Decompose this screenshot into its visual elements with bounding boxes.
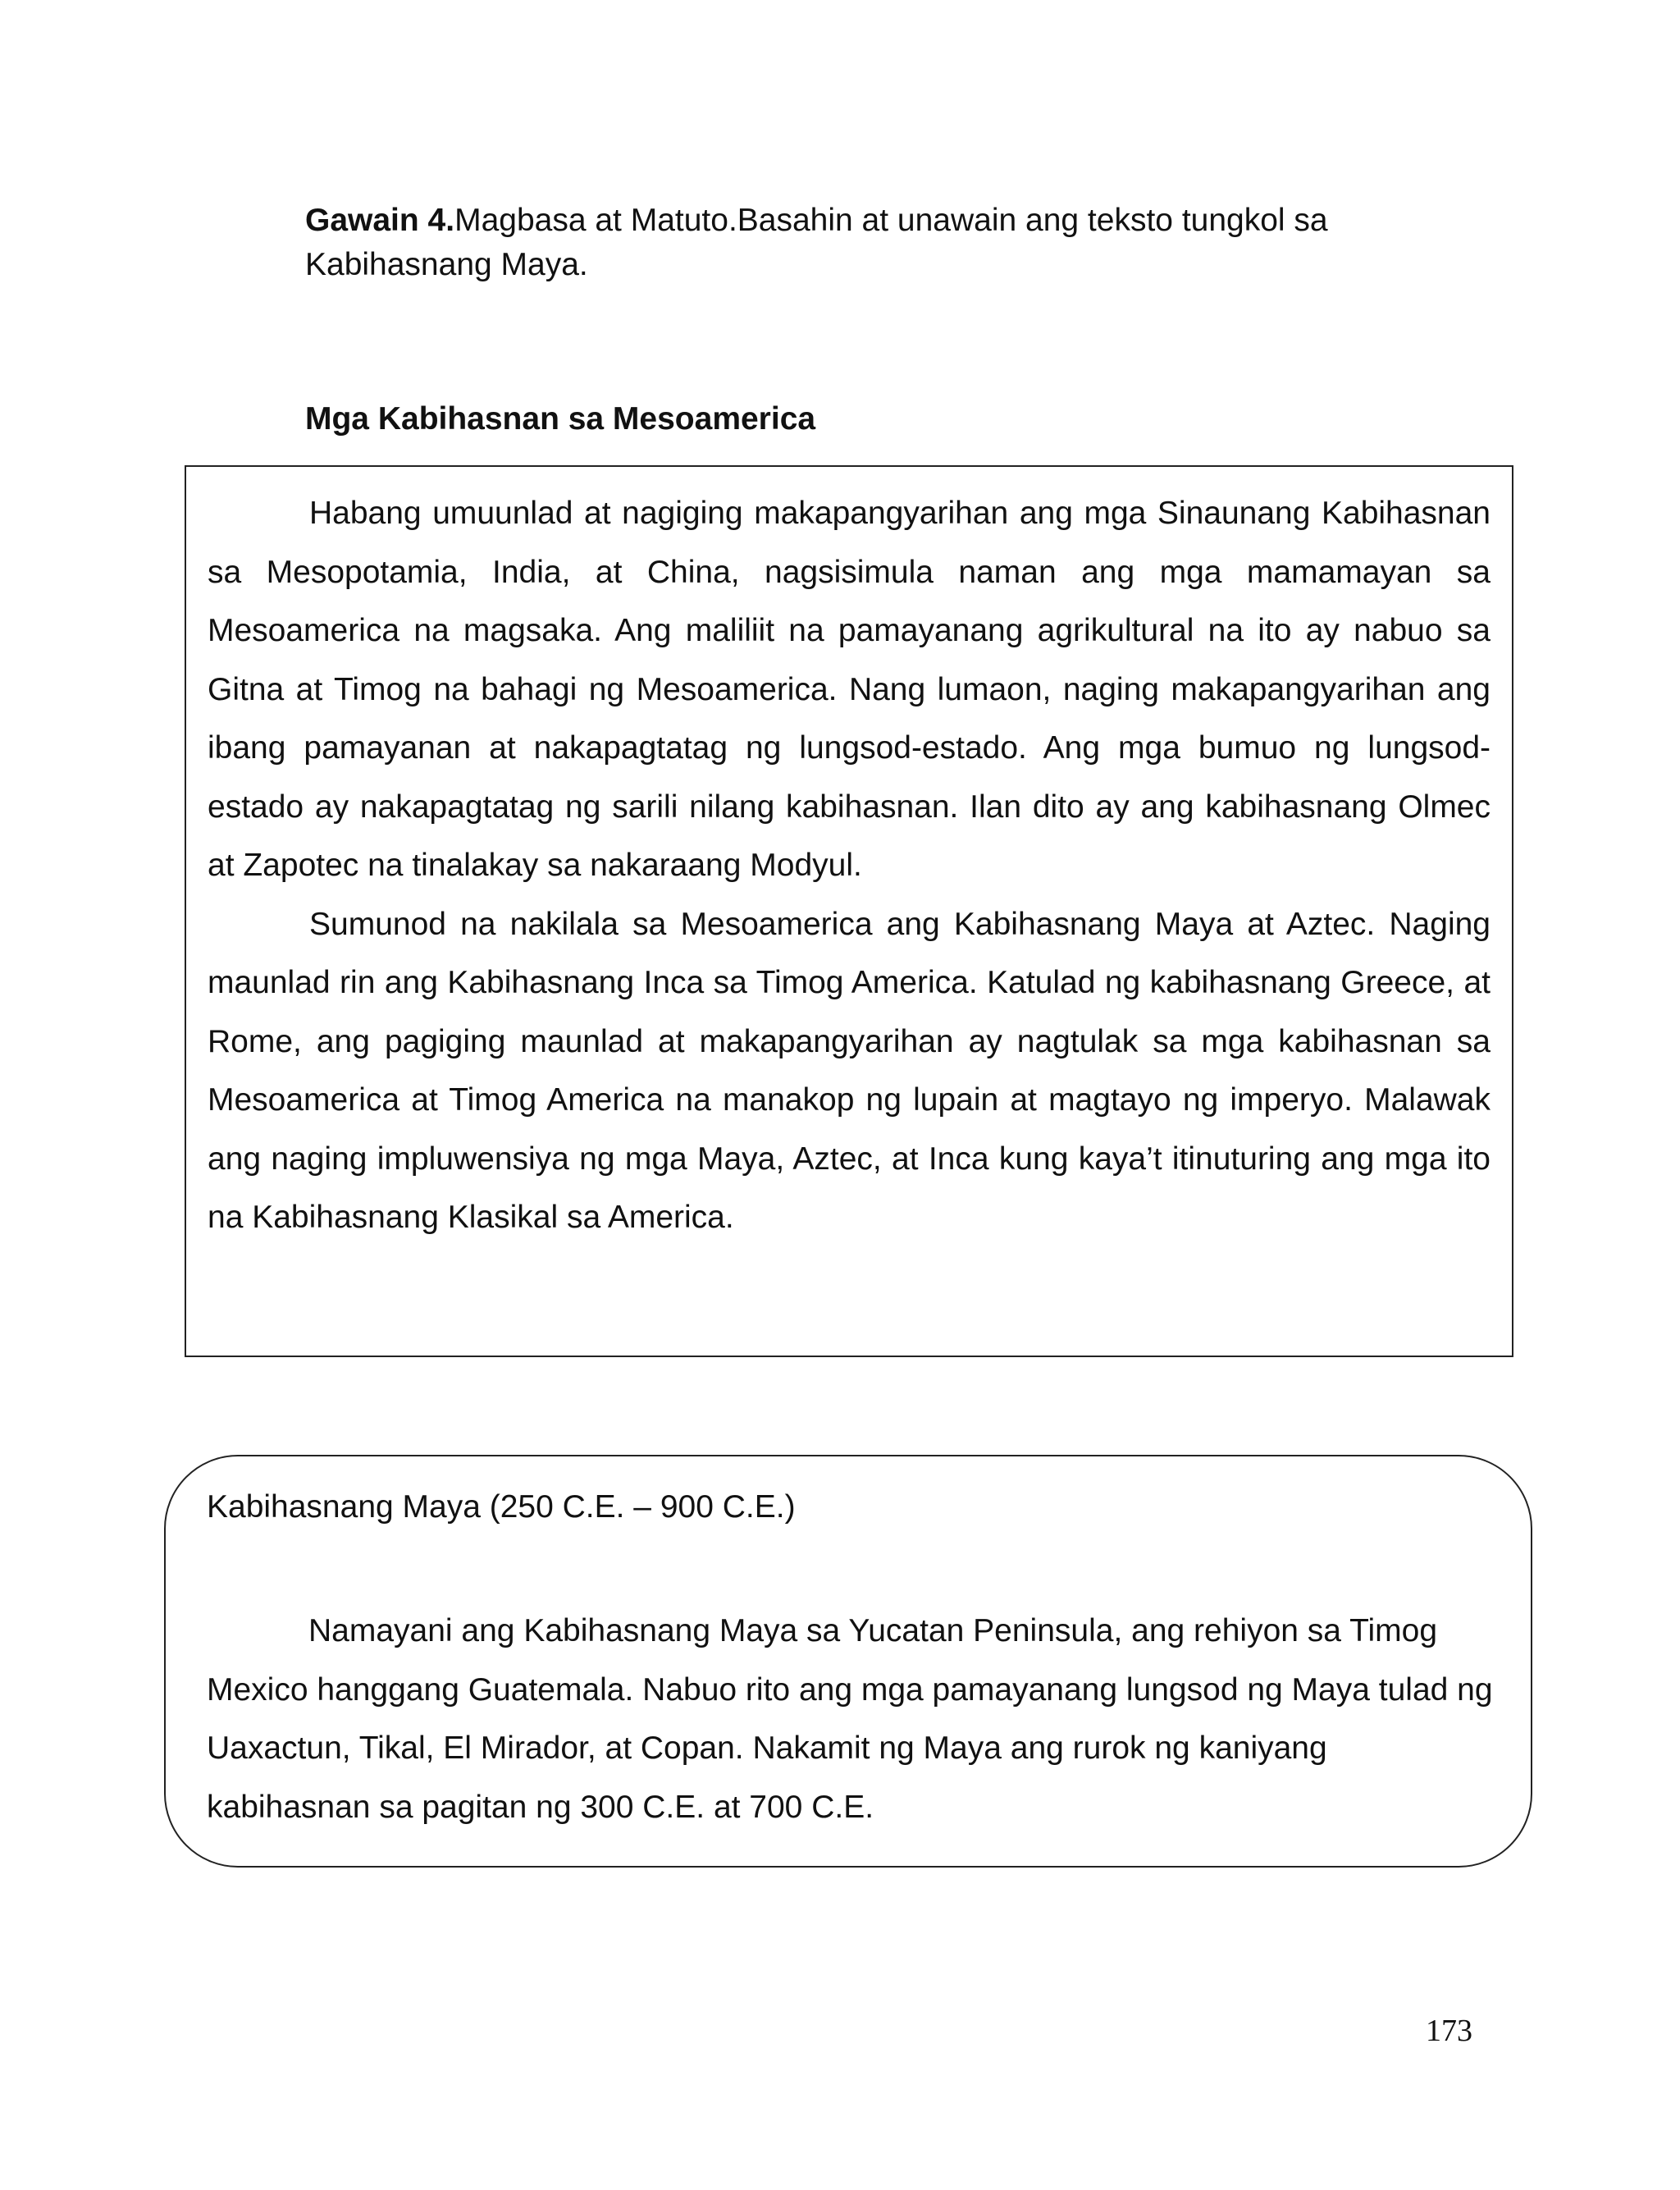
maya-box-title: Kabihasnang Maya (250 C.E. – 900 C.E.) [207,1489,796,1525]
page-number: 173 [1426,2014,1472,2048]
activity-instruction [305,199,1454,287]
reading-paragraph-1: Habang umuunlad at nagiging makapangyarihan ang mga Sinaunang Kabihasnan sa Mesopotamia, India, at China, nagsisimula naman ang mga mamamayan sa Mesoamerica na magsaka. Ang maliliit na pamayanang agrikultural na ito ay nabuo sa Gitna at Timog na bahagi ng Mesoamerica. Nang lumaon, naging makapangyarihan ang ibang pamayanan at nakapagtatag ng lungsod-estado. Ang mga bumuo ng lungsod-estado ay nakapagtatag ng sarili nilang kabihasnan. Ilan dito ay ang kabihasnang Olmec at Zapotec na tinalakay sa nakaraang Modyul. [208,496,1491,883]
reading-paragraph-2: Sumunod na nakilala sa Mesoamerica ang Kabihasnang Maya at Aztec. Naging maunlad rin ang Kabihasnang Inca sa Timog America. Katulad ng kabihasnang Greece, at Rome, ang pagiging maunlad at makapangyarihan ay nagtulak sa mga kabihasnan sa Mesoamerica at Timog America na manakop ng lupain at magtayo ng imperyo. Malawak ang naging impluwensiya ng mga Maya, Aztec, at Inca kung kaya’t itinuturing ang mga ito na Kabihasnang Klasikal sa America. [208,906,1491,1235]
maya-paragraph: Namayani ang Kabihasnang Maya sa Yucatan Peninsula, ang rehiyon sa Timog Mexico hanggang Guatemala. Nabuo rito ang mga pamayanang lungsod ng Maya tulad ng Uaxactun, Tikal, El Mirador, at Copan. Nakamit ng Maya ang rurok ng kaniyang kabihasnan sa pagitan ng 300 C.E. at 700 C.E. [207,1613,1493,1825]
activity-text: Magbasa at Matuto.Basahin at unawain ang teksto tungkol sa Kabihasnang Maya. [305,203,1328,282]
maya-info-box [164,1455,1532,1868]
activity-label: Gawain 4. [305,203,455,238]
reading-text-box [185,465,1513,1357]
section-title: Mga Kabihasnan sa Mesoamerica [305,401,816,437]
